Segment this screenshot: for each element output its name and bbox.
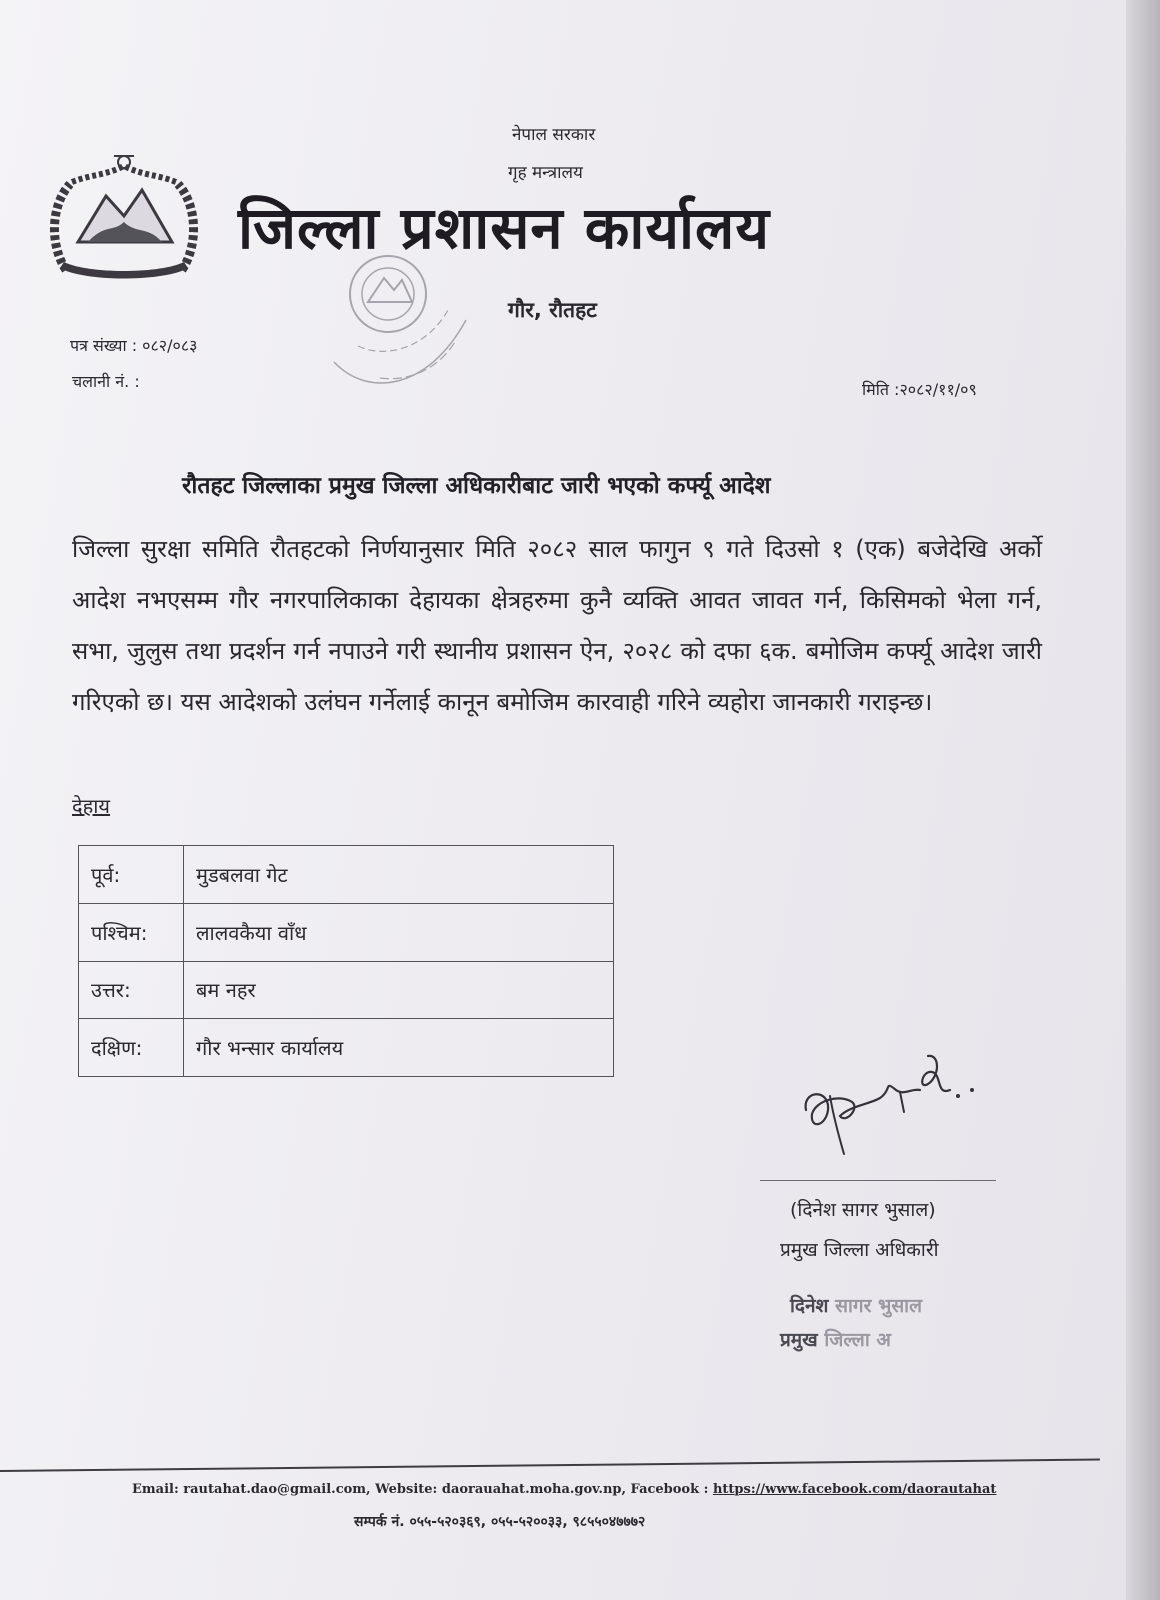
table-row — [79, 846, 614, 904]
place-cell: गौर भन्सार कार्यालय — [184, 1019, 614, 1077]
page-edge-shadow — [1126, 0, 1160, 1600]
place-cell: मुडबलवा गेट — [184, 846, 614, 904]
reference-number: पत्र संख्या : ०८२/०८३ — [70, 336, 198, 355]
footer-phone: सम्पर्क नं. ०५५-५२०३६९, ०५५-५२००३३, ९८५५०४७७७२ — [354, 1514, 646, 1530]
designation-stamp-faded: जिल्ला अ — [824, 1329, 891, 1351]
government-name: नेपाल सरकार — [512, 125, 596, 145]
name-stamp-text: दिनेश — [790, 1295, 829, 1317]
signature-line — [760, 1180, 996, 1181]
designation-stamp-text: प्रमुख — [780, 1329, 818, 1351]
dispatch-number: चलानी नं. : — [72, 372, 140, 391]
footer-contact — [132, 1482, 996, 1497]
facebook-link[interactable]: https://www.facebook.com/daorautahat — [712, 1482, 997, 1497]
office-title: जिल्ला प्रशासन कार्यालय — [238, 194, 771, 262]
subject-heading: रौतहट जिल्लाका प्रमुख जिल्ला अधिकारीबाट जारी भएको कर्फ्यू आदेश — [182, 473, 771, 499]
direction-cell: पश्चिम: — [79, 903, 184, 961]
order-body-text: जिल्ला सुरक्षा समिति रौतहटको निर्णयानुसार मिति २०८२ साल फागुन ९ गते दिउसो १ (एक) बजेदेखि अर्को आदेश नभएसम्म गौर नगरपालिकाका देहायका क्षेत्रहरुमा कुनै व्यक्ति आवत जावत गर्न, किसिमको भेला गर्न, सभा, जुलुस तथा प्रदर्शन गर्न नपाउने गरी स्थानीय प्रशासन ऐन, २०२८ को दफा ६क. बमोजिम कर्फ्यू आदेश जारी गरिएको छ। यस आदेशको उलंघन गर्नेलाई कानून बमोजिम कारवाही गरिने व्यहोरा जानकारी गराइन्छ। — [72, 535, 1042, 716]
ministry-name: गृह मन्त्रालय — [508, 163, 583, 183]
table-row — [79, 961, 614, 1019]
table-row — [79, 1019, 614, 1077]
curfew-areas-table — [78, 845, 614, 1077]
name-stamp-faded: सागर भुसाल — [835, 1295, 922, 1317]
name-stamp — [790, 1292, 922, 1318]
designation-stamp — [780, 1326, 891, 1352]
direction-cell: दक्षिण: — [79, 1019, 184, 1077]
handwritten-signature — [800, 1050, 980, 1160]
place-cell: लालवकैया वाँध — [184, 903, 614, 961]
signatory-name: (दिनेश सागर भुसाल) — [790, 1199, 936, 1221]
office-location: गौर, रौतहट — [508, 298, 597, 322]
nepal-emblem-icon — [44, 150, 204, 288]
letter-date: मिति :२०८२/११/०९ — [862, 380, 977, 399]
office-stamp-icon — [328, 250, 478, 410]
place-cell: बम नहर — [184, 961, 614, 1019]
table-row — [79, 903, 614, 961]
direction-cell: पूर्व: — [79, 846, 184, 904]
signatory-designation: प्रमुख जिल्ला अधिकारी — [780, 1239, 939, 1261]
direction-cell: उत्तर: — [79, 961, 184, 1019]
footer-contact-text: Email: rautahat.dao@gmail.com, Website: daorauahat.moha.gov.np, Facebook : — [132, 1482, 713, 1497]
areas-heading: देहाय — [72, 794, 111, 818]
